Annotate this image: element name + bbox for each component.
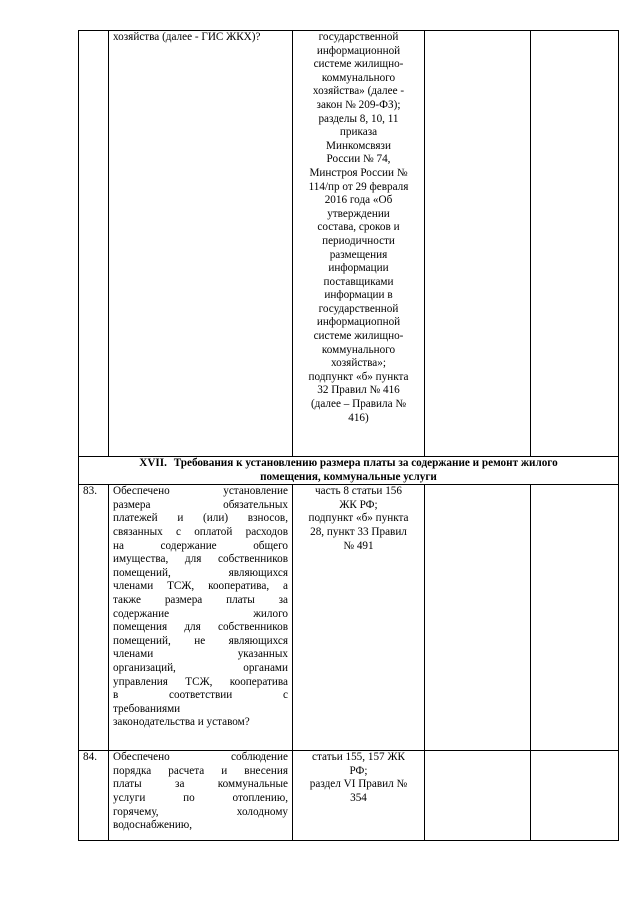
- text-line: 114/пр от 29 февраля: [308, 180, 409, 193]
- text-line: 2016 года «Об: [324, 194, 393, 207]
- text-line: государственной: [318, 302, 399, 315]
- text-line: статьи 155, 157 ЖК: [312, 751, 405, 764]
- text-line: хозяйства»;: [331, 357, 386, 370]
- text-line: горячему, холодному: [113, 805, 288, 818]
- text-line: водоснабжению,: [113, 819, 193, 832]
- text-line: управления ТСЖ, кооператива: [113, 675, 288, 688]
- section-heading: [79, 457, 619, 485]
- text-line: требованиями: [113, 702, 181, 715]
- text-line: организаций, органами: [113, 661, 288, 674]
- text-line: содержание жилого: [113, 607, 288, 620]
- table-row-continuation: [79, 31, 619, 457]
- text-line: информации: [328, 262, 389, 275]
- text-line: ЖК РФ;: [339, 498, 378, 511]
- text-line: помещения для собственников: [113, 621, 288, 634]
- text-line: часть 8 статьи 156: [315, 485, 402, 498]
- text-line: РФ;: [349, 764, 368, 777]
- text-line: системе жилищно-: [313, 58, 404, 71]
- empty-cell: [531, 31, 619, 457]
- text-line: членами ТСЖ, кооператива, а: [113, 580, 288, 593]
- text-line: 416): [348, 411, 369, 424]
- text-line: государственной: [318, 31, 399, 43]
- legal-reference-cell: [293, 485, 425, 751]
- requirement-cell: [109, 485, 293, 751]
- text-line: № 491: [343, 539, 374, 552]
- text-line: помещений, не являющихся: [113, 634, 288, 647]
- section-heading-row: [79, 457, 619, 485]
- requirement-cell: [109, 31, 293, 457]
- text-line: 28, пункт 33 Правил: [310, 525, 407, 538]
- text-line: размера обязательных: [113, 498, 288, 511]
- requirements-table: [78, 30, 619, 841]
- text-line: также размера платы за: [113, 593, 288, 606]
- text-line: раздел VI Правил №: [309, 778, 408, 791]
- text-line: разделы 8, 10, 11: [318, 112, 399, 125]
- text-line: состава, сроков и: [317, 221, 400, 234]
- table-row: [79, 485, 619, 751]
- text-line: связанных с оплатой расходов: [113, 525, 288, 538]
- empty-cell: [531, 751, 619, 841]
- text-line: информациопной: [316, 316, 401, 329]
- row-number: 84.: [79, 751, 109, 841]
- text-line: в соответствии с: [113, 689, 288, 702]
- text-line: периодичности: [322, 234, 395, 247]
- text-line: платежей и (или) взносов,: [113, 512, 288, 525]
- text-line: (далее – Правила №: [310, 398, 407, 411]
- text-line: подпункт «б» пункта: [308, 512, 409, 525]
- text-line: платы за коммунальные: [113, 778, 288, 791]
- table-row: [79, 751, 619, 841]
- text-line: подпункт «б» пункта: [308, 370, 409, 383]
- text-line: членами указанных: [113, 648, 288, 661]
- legal-reference-cell: [293, 751, 425, 841]
- text-line: России № 74,: [326, 153, 391, 166]
- text-line: 32 Правил № 416: [317, 384, 400, 397]
- text-line: размещения: [329, 248, 388, 261]
- text-line: на содержание общего: [113, 539, 288, 552]
- text-line: порядка расчета и внесения: [113, 764, 288, 777]
- requirement-cell: [109, 751, 293, 841]
- row-number-cell: [79, 31, 109, 457]
- text-line: 354: [350, 791, 367, 804]
- text-line: Минкомсвязи: [326, 139, 391, 152]
- text-line: поставщиками: [323, 275, 394, 288]
- text-line: хозяйства» (далее -: [312, 85, 405, 98]
- requirement-line: хозяйства (далее - ГИС ЖКХ)?: [113, 31, 261, 43]
- text-line: системе жилищно-: [313, 330, 404, 343]
- text-line: приказа: [339, 126, 378, 139]
- section-title-line-2: помещения, коммунальные услуги: [260, 470, 437, 483]
- text-line: закон № 209-ФЗ);: [316, 98, 401, 111]
- section-title-line-1: Требования к установлению размера платы за содержание и ремонт жилого: [173, 457, 558, 469]
- text-line: помещений, являющихся: [113, 566, 288, 579]
- text-line: коммунального: [321, 71, 396, 84]
- empty-cell: [425, 31, 531, 457]
- text-line: информационной: [316, 44, 401, 57]
- text-line: Обеспечено соблюдение: [113, 751, 288, 764]
- empty-cell: [425, 485, 531, 751]
- section-number: XVII.: [139, 457, 167, 469]
- text-line: имущества, для собственников: [113, 553, 288, 566]
- text-line: услуги по отоплению,: [113, 791, 288, 804]
- text-line: коммунального: [321, 343, 396, 356]
- text-line: законодательства и уставом?: [113, 716, 250, 729]
- empty-cell: [531, 485, 619, 751]
- text-line: утверждении: [327, 207, 390, 220]
- legal-reference-cell: [293, 31, 425, 457]
- text-line: информации в: [324, 289, 393, 302]
- text-line: Минстроя России №: [309, 166, 408, 179]
- text-line: Обеспечено установление: [113, 485, 288, 498]
- row-number: 83.: [79, 485, 109, 751]
- empty-cell: [425, 751, 531, 841]
